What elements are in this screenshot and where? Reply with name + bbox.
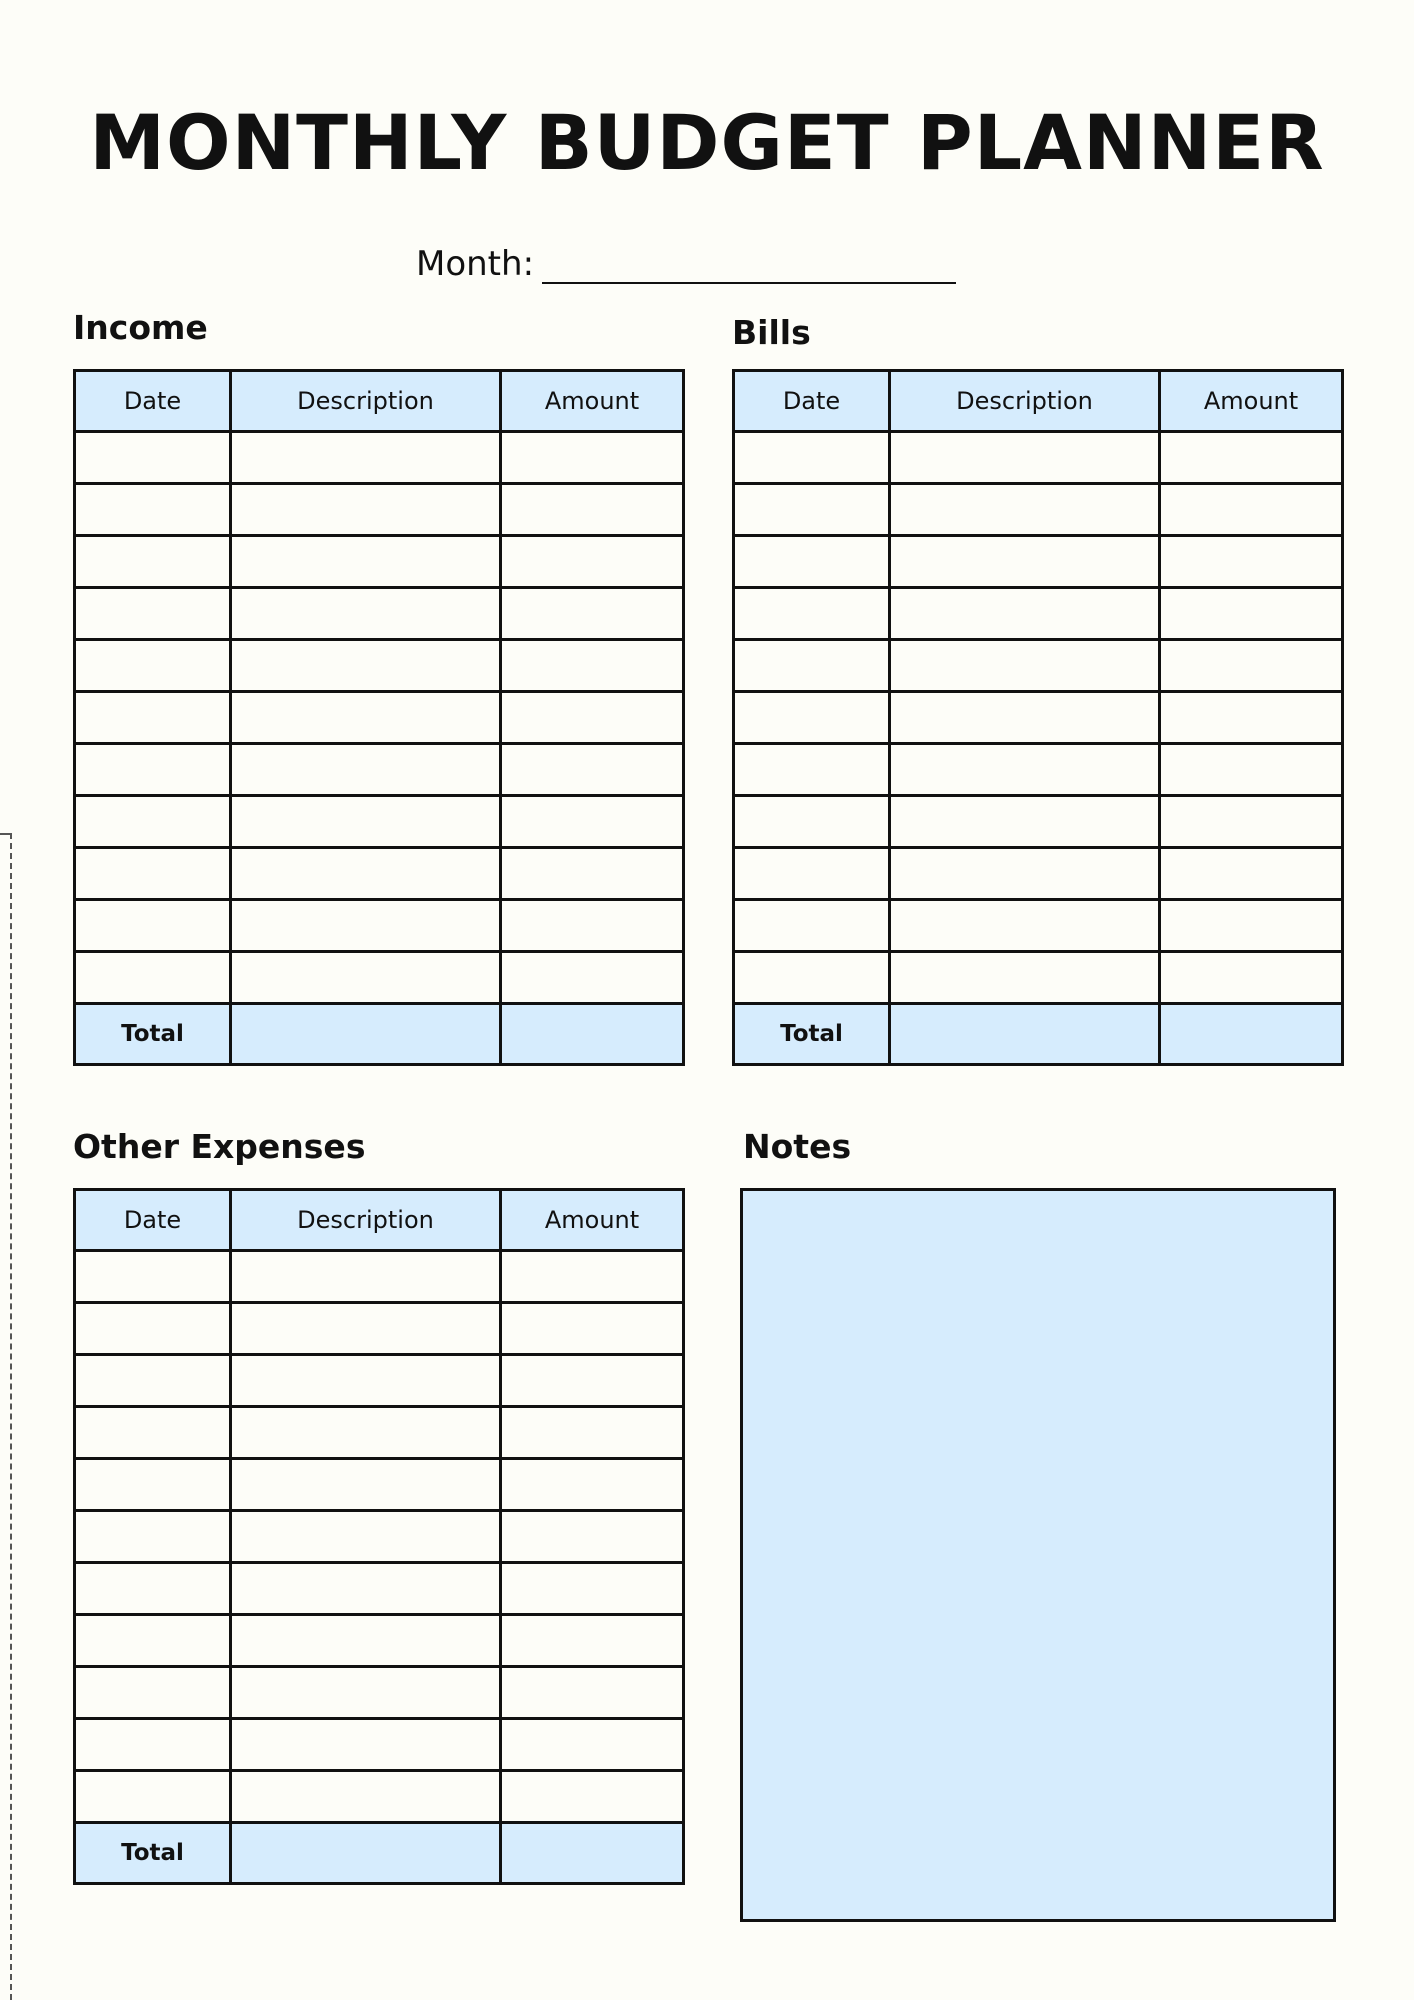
bills-col-description: Description [890,371,1160,432]
income-description-cell[interactable] [231,692,501,744]
bills-amount-cell[interactable] [1160,692,1343,744]
bills-total-amount-cell[interactable] [1160,1004,1343,1065]
bills-amount-cell[interactable] [1160,900,1343,952]
income-total-label: Total [75,1004,231,1065]
bills-row [734,796,1343,848]
income-row [75,744,684,796]
income-date-cell[interactable] [75,484,231,536]
other-expenses-date-cell[interactable] [75,1667,231,1719]
bills-total-description-cell[interactable] [890,1004,1160,1065]
income-description-cell[interactable] [231,796,501,848]
other-expenses-description-cell[interactable] [231,1251,501,1303]
bills-date-cell[interactable] [734,952,890,1004]
income-description-cell[interactable] [231,640,501,692]
other-expenses-description-cell[interactable] [231,1459,501,1511]
other-expenses-row [75,1615,684,1667]
income-amount-cell[interactable] [501,484,684,536]
bills-total-row [734,1004,1343,1065]
bills-date-cell[interactable] [734,536,890,588]
bills-date-cell[interactable] [734,640,890,692]
income-description-cell[interactable] [231,536,501,588]
income-total-description-cell[interactable] [231,1004,501,1065]
other-expenses-amount-cell[interactable] [501,1355,684,1407]
income-amount-cell[interactable] [501,692,684,744]
other-expenses-total-amount-cell[interactable] [501,1823,684,1884]
cut-line-tick [0,833,10,835]
bills-amount-cell[interactable] [1160,588,1343,640]
other-expenses-date-cell[interactable] [75,1407,231,1459]
income-row [75,536,684,588]
notes-box[interactable] [740,1188,1336,1922]
income-amount-cell[interactable] [501,640,684,692]
bills-col-date: Date [734,371,890,432]
income-amount-cell[interactable] [501,432,684,484]
income-amount-cell[interactable] [501,796,684,848]
bills-heading: Bills [732,313,811,352]
income-amount-cell[interactable] [501,588,684,640]
income-date-cell[interactable] [75,796,231,848]
other-expenses-description-cell[interactable] [231,1511,501,1563]
bills-row [734,952,1343,1004]
income-date-cell[interactable] [75,952,231,1004]
other-expenses-date-cell[interactable] [75,1459,231,1511]
page-title: MONTHLY BUDGET PLANNER [89,98,1325,187]
other-expenses-amount-cell[interactable] [501,1771,684,1823]
bills-amount-cell[interactable] [1160,640,1343,692]
other-expenses-row [75,1771,684,1823]
bills-description-cell[interactable] [890,640,1160,692]
other-expenses-date-cell[interactable] [75,1615,231,1667]
other-expenses-row [75,1511,684,1563]
income-col-description: Description [231,371,501,432]
other-expenses-description-cell[interactable] [231,1719,501,1771]
other-expenses-table [73,1188,685,1885]
income-col-date: Date [75,371,231,432]
other-expenses-amount-cell[interactable] [501,1563,684,1615]
bills-table [732,369,1344,1066]
other-expenses-date-cell[interactable] [75,1251,231,1303]
other-expenses-amount-cell[interactable] [501,1303,684,1355]
cut-line [10,833,12,2000]
income-description-cell[interactable] [231,484,501,536]
bills-description-cell[interactable] [890,692,1160,744]
bills-date-cell[interactable] [734,900,890,952]
income-description-cell[interactable] [231,848,501,900]
income-heading: Income [73,308,208,347]
bills-col-amount: Amount [1160,371,1343,432]
bills-description-cell[interactable] [890,536,1160,588]
other-expenses-row [75,1667,684,1719]
other-expenses-row [75,1355,684,1407]
income-description-cell[interactable] [231,952,501,1004]
other-expenses-amount-cell[interactable] [501,1667,684,1719]
other-expenses-date-cell[interactable] [75,1355,231,1407]
other-expenses-date-cell[interactable] [75,1511,231,1563]
income-col-amount: Amount [501,371,684,432]
other-expenses-row [75,1251,684,1303]
bills-description-cell[interactable] [890,744,1160,796]
other-expenses-date-cell[interactable] [75,1719,231,1771]
income-amount-cell[interactable] [501,744,684,796]
income-date-cell[interactable] [75,536,231,588]
other-expenses-heading: Other Expenses [73,1127,366,1166]
income-description-cell[interactable] [231,900,501,952]
income-date-cell[interactable] [75,848,231,900]
other-expenses-amount-cell[interactable] [501,1511,684,1563]
other-expenses-total-description-cell[interactable] [231,1823,501,1884]
other-expenses-date-cell[interactable] [75,1303,231,1355]
other-expenses-row [75,1459,684,1511]
other-expenses-date-cell[interactable] [75,1563,231,1615]
month-label: Month: [416,244,535,284]
income-description-cell[interactable] [231,744,501,796]
bills-date-cell[interactable] [734,692,890,744]
income-date-cell[interactable] [75,588,231,640]
other-expenses-amount-cell[interactable] [501,1459,684,1511]
bills-description-cell[interactable] [890,588,1160,640]
bills-amount-cell[interactable] [1160,848,1343,900]
bills-row [734,588,1343,640]
bills-row [734,432,1343,484]
income-table [73,369,685,1066]
month-field [416,244,956,284]
bills-date-cell[interactable] [734,848,890,900]
income-row [75,484,684,536]
income-description-cell[interactable] [231,588,501,640]
income-row [75,588,684,640]
bills-amount-cell[interactable] [1160,744,1343,796]
bills-row [734,848,1343,900]
income-amount-cell[interactable] [501,848,684,900]
bills-description-cell[interactable] [890,796,1160,848]
income-row [75,900,684,952]
other-expenses-amount-cell[interactable] [501,1719,684,1771]
other-expenses-col-description: Description [231,1190,501,1251]
income-date-cell[interactable] [75,640,231,692]
other-expenses-description-cell[interactable] [231,1355,501,1407]
bills-amount-cell[interactable] [1160,484,1343,536]
other-expenses-description-cell[interactable] [231,1667,501,1719]
bills-amount-cell[interactable] [1160,432,1343,484]
bills-row [734,744,1343,796]
bills-date-cell[interactable] [734,588,890,640]
bills-description-cell[interactable] [890,900,1160,952]
income-date-cell[interactable] [75,744,231,796]
other-expenses-date-cell[interactable] [75,1771,231,1823]
income-amount-cell[interactable] [501,900,684,952]
income-header-row [75,371,684,432]
other-expenses-amount-cell[interactable] [501,1407,684,1459]
notes-heading: Notes [743,1127,852,1166]
income-description-cell[interactable] [231,432,501,484]
income-row [75,640,684,692]
bills-amount-cell[interactable] [1160,952,1343,1004]
bills-description-cell[interactable] [890,484,1160,536]
income-row [75,952,684,1004]
other-expenses-amount-cell[interactable] [501,1251,684,1303]
bills-date-cell[interactable] [734,432,890,484]
bills-description-cell[interactable] [890,432,1160,484]
bills-header-row [734,371,1343,432]
income-amount-cell[interactable] [501,536,684,588]
bills-row [734,536,1343,588]
bills-amount-cell[interactable] [1160,536,1343,588]
other-expenses-amount-cell[interactable] [501,1615,684,1667]
income-date-cell[interactable] [75,432,231,484]
income-row [75,848,684,900]
income-amount-cell[interactable] [501,952,684,1004]
other-expenses-description-cell[interactable] [231,1615,501,1667]
month-input-line[interactable] [542,246,956,284]
bills-date-cell[interactable] [734,744,890,796]
bills-date-cell[interactable] [734,484,890,536]
income-total-amount-cell[interactable] [501,1004,684,1065]
bills-total-label: Total [734,1004,890,1065]
income-row [75,432,684,484]
income-date-cell[interactable] [75,692,231,744]
income-date-cell[interactable] [75,900,231,952]
other-expenses-row [75,1303,684,1355]
bills-row [734,692,1343,744]
income-total-row [75,1004,684,1065]
bills-date-cell[interactable] [734,796,890,848]
bills-row [734,640,1343,692]
other-expenses-total-row [75,1823,684,1884]
other-expenses-description-cell[interactable] [231,1771,501,1823]
bills-description-cell[interactable] [890,952,1160,1004]
other-expenses-col-date: Date [75,1190,231,1251]
bills-description-cell[interactable] [890,848,1160,900]
income-row [75,796,684,848]
other-expenses-col-amount: Amount [501,1190,684,1251]
other-expenses-total-label: Total [75,1823,231,1884]
income-row [75,692,684,744]
bills-row [734,900,1343,952]
other-expenses-header-row [75,1190,684,1251]
other-expenses-row [75,1563,684,1615]
bills-row [734,484,1343,536]
other-expenses-row [75,1407,684,1459]
other-expenses-row [75,1719,684,1771]
bills-amount-cell[interactable] [1160,796,1343,848]
other-expenses-description-cell[interactable] [231,1563,501,1615]
other-expenses-description-cell[interactable] [231,1407,501,1459]
other-expenses-description-cell[interactable] [231,1303,501,1355]
